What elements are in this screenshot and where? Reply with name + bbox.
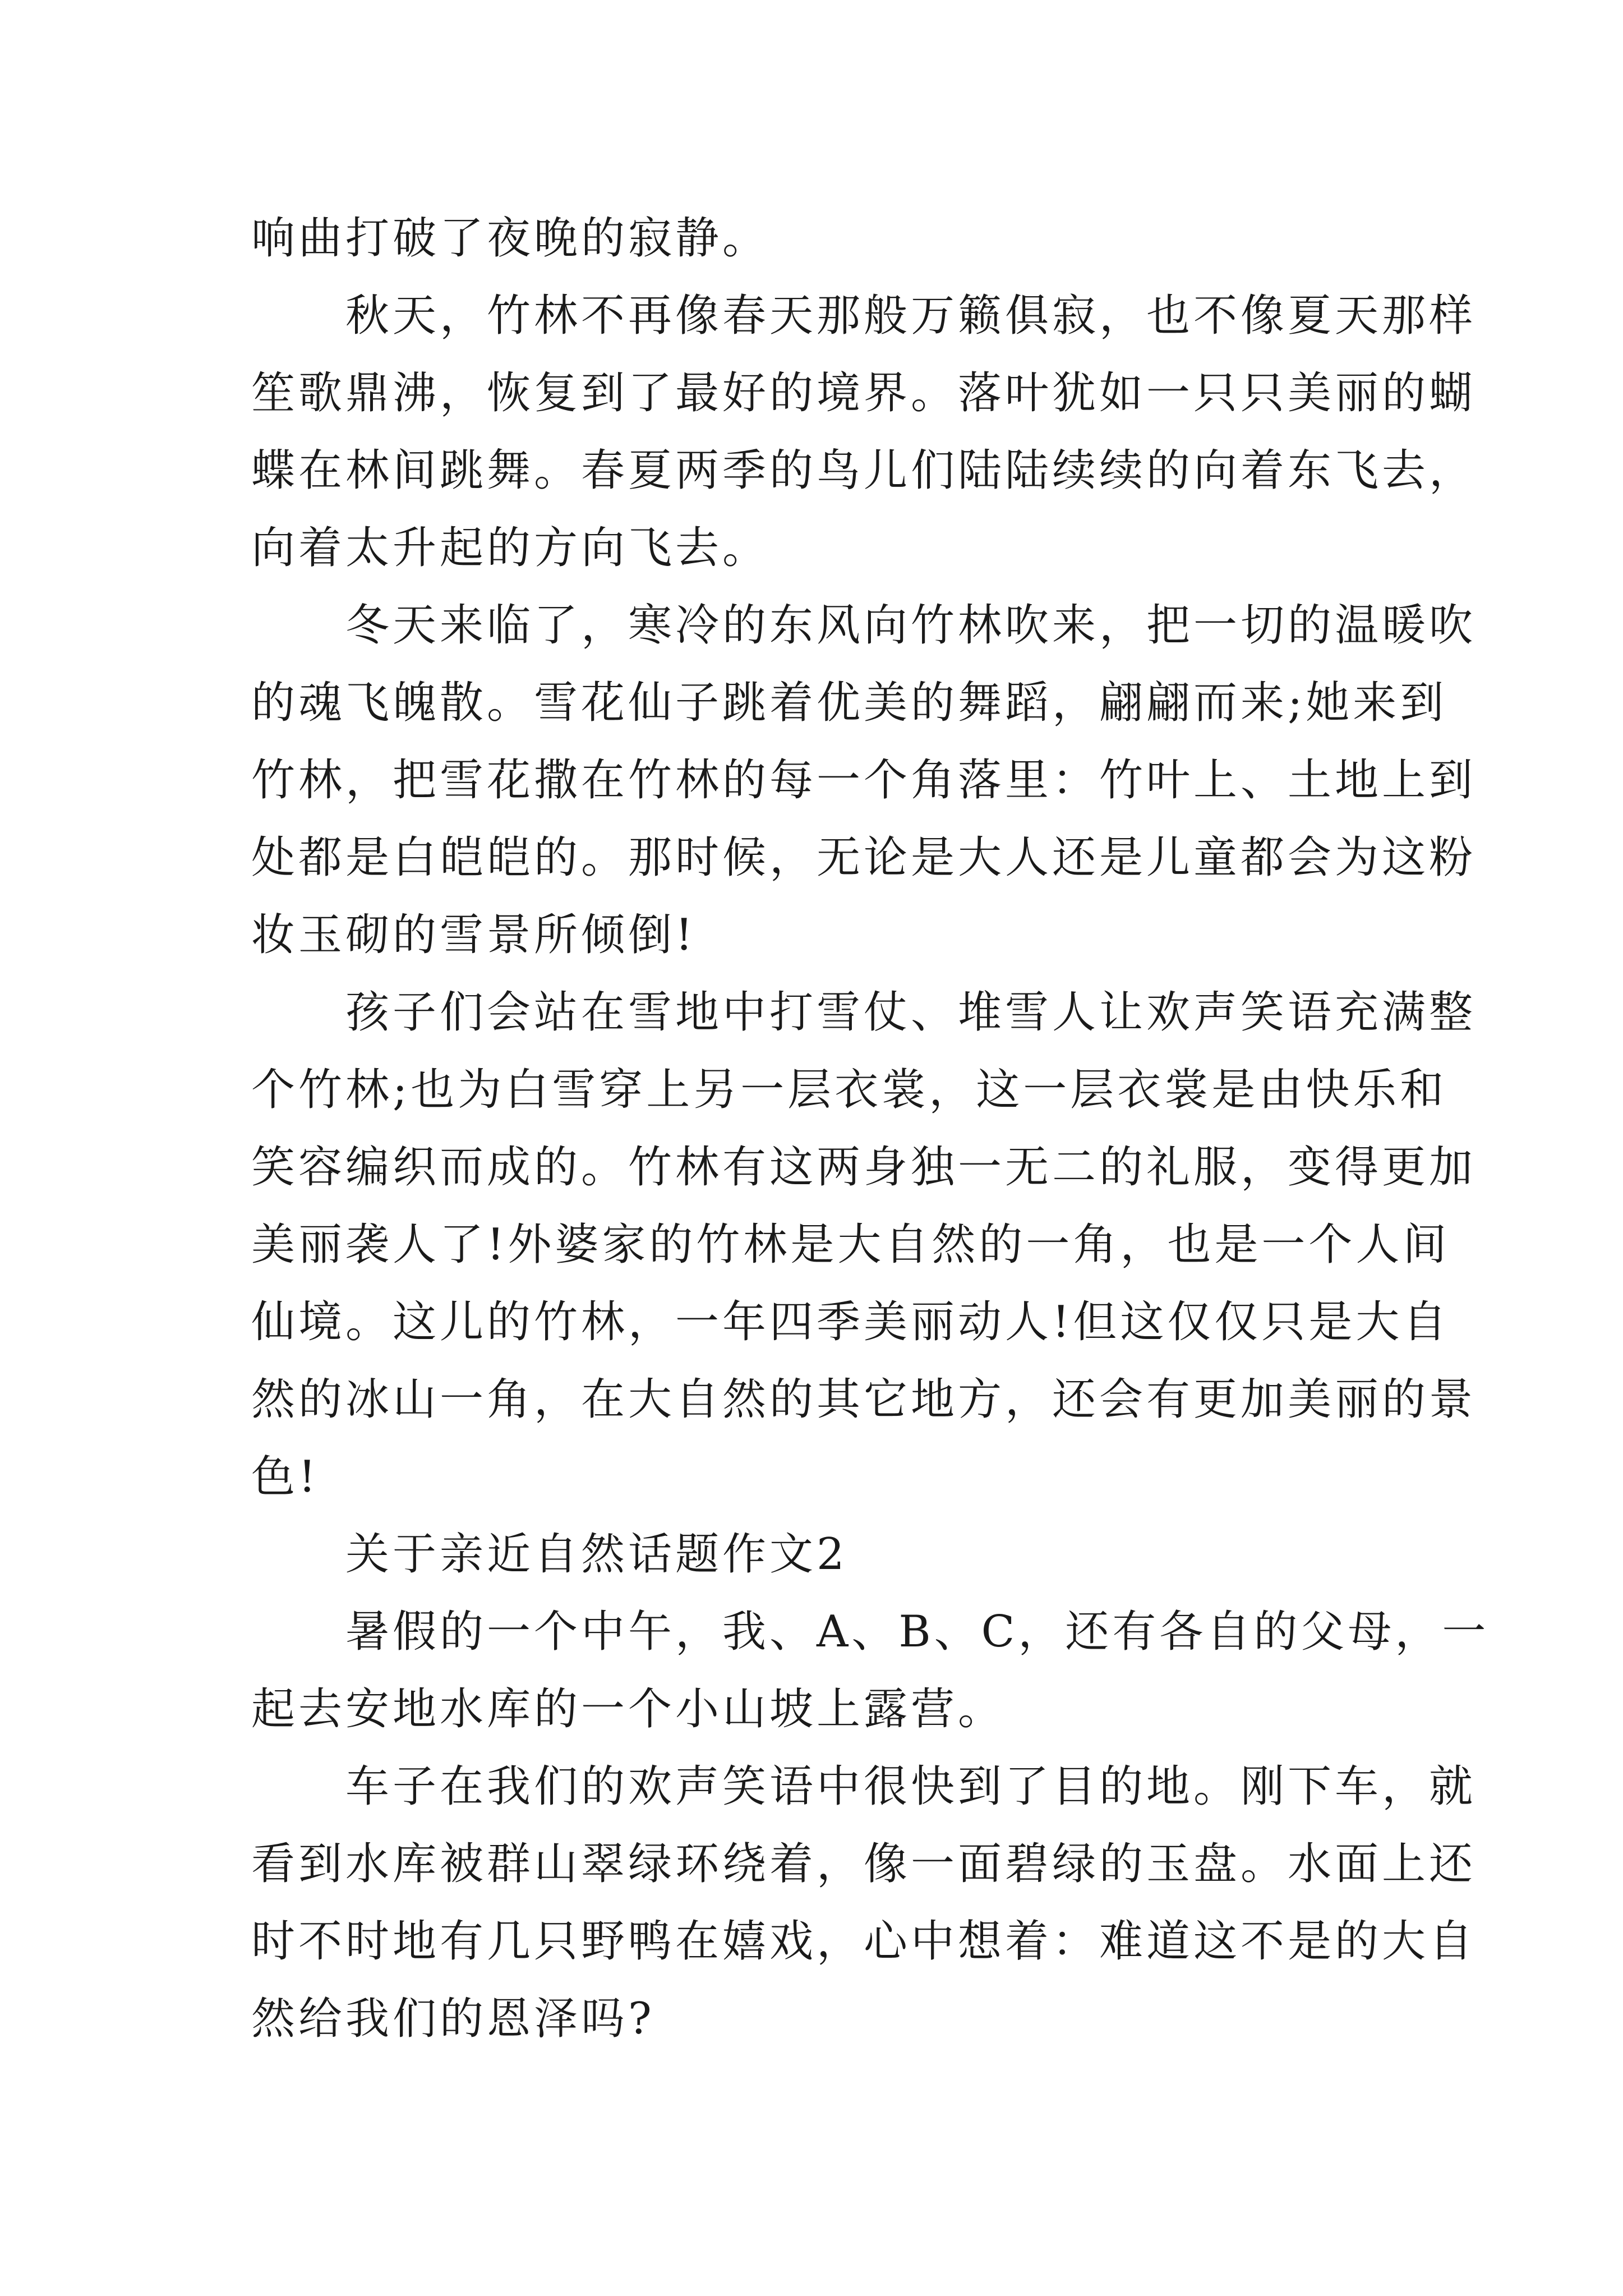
text-line: 车子在我们的欢声笑语中很快到了目的地。刚下车，就 <box>345 1761 1477 1812</box>
text-line: 笑容编织而成的。竹林有这两身独一无二的礼服，变得更加 <box>251 1142 1477 1193</box>
text-line: 处都是白皑皑的。那时候，无论是大人还是儿童都会为这粉 <box>251 832 1477 883</box>
section-title: 关于亲近自然话题作文2 <box>345 1529 848 1580</box>
text-line: 看到水库被群山翠绿环绕着，像一面碧绿的玉盘。水面上还 <box>251 1839 1477 1889</box>
paragraph-summer-trip <box>251 1593 1490 1748</box>
text-line: 然的冰山一角，在大自然的其它地方，还会有更加美丽的景 <box>251 1374 1477 1425</box>
text-line: 色! <box>251 1452 320 1502</box>
text-line: 个竹林;也为白雪穿上另一层衣裳，这一层衣裳是由快乐和 <box>251 1065 1447 1115</box>
paragraph-autumn <box>251 277 1477 587</box>
paragraph-winter <box>251 587 1477 974</box>
text-line: 然给我们的恩泽吗? <box>251 1994 655 2044</box>
text-line: 蝶在林间跳舞。春夏两季的鸟儿们陆陆续续的向着东飞去， <box>251 445 1477 496</box>
text-line: 妆玉砌的雪景所倾倒! <box>251 910 697 960</box>
text-line: 竹林，把雪花撒在竹林的每一个角落里：竹叶上、土地上到 <box>251 755 1477 806</box>
text-line: 秋天，竹林不再像春天那般万籁俱寂，也不像夏天那样 <box>345 291 1477 341</box>
text-line: 暑假的一个中午，我、A、B、C，还有各自的父母，一 <box>345 1607 1490 1657</box>
text-line: 起去安地水库的一个小山坡上露营。 <box>251 1684 1006 1734</box>
text-line: 时不时地有几只野鸭在嬉戏，心中想着：难道这不是的大自 <box>251 1916 1477 1967</box>
text-line: 美丽袭人了!外婆家的竹林是大自然的一角，也是一个人间 <box>251 1220 1450 1270</box>
paragraph-continuation <box>251 200 1401 277</box>
paragraph-children <box>251 974 1477 1516</box>
essay-heading <box>251 1516 1401 1593</box>
text-line: 向着太升起的方向飞去。 <box>251 523 770 573</box>
text-line: 响曲打破了夜晚的寂静。 <box>251 213 770 264</box>
document-body <box>251 200 1490 2058</box>
text-line: 冬天来临了，寒冷的东风向竹林吹来，把一切的温暖吹 <box>345 600 1477 651</box>
text-line: 的魂飞魄散。雪花仙子跳着优美的舞蹈，翩翩而来;她来到 <box>251 678 1447 728</box>
paragraph-arrival <box>251 1748 1477 2058</box>
text-line: 孩子们会站在雪地中打雪仗、堆雪人让欢声笑语充满整 <box>345 987 1477 1038</box>
text-line: 笙歌鼎沸，恢复到了最好的境界。落叶犹如一只只美丽的蝴 <box>251 368 1477 418</box>
text-line: 仙境。这儿的竹林，一年四季美丽动人!但这仅仅只是大自 <box>251 1297 1450 1347</box>
